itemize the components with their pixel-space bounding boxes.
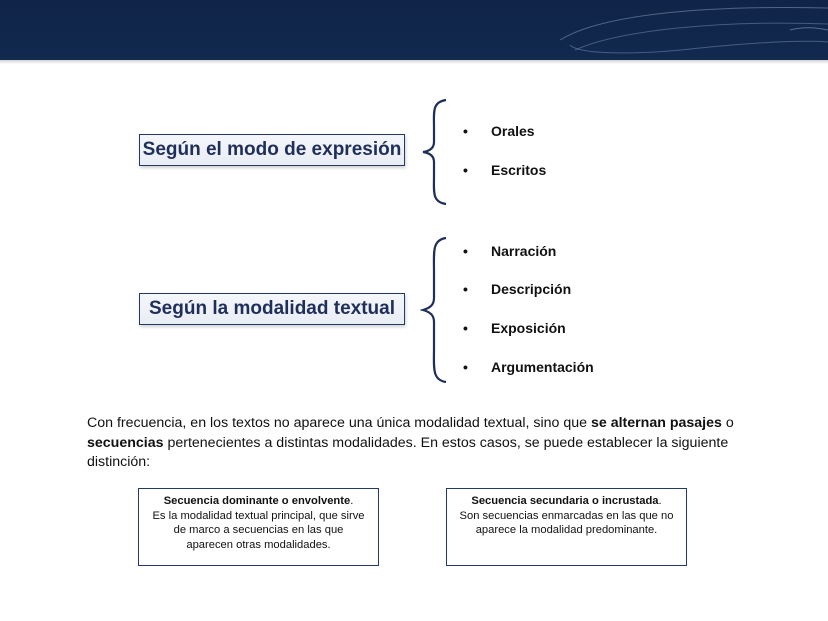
bullet-icon: • (463, 243, 468, 259)
list-item-label: Descripción (491, 281, 572, 297)
list-item (463, 320, 566, 336)
bullet-icon: • (463, 281, 468, 297)
header-swoosh-decoration (0, 0, 828, 60)
sequence-body: Son secuencias enmarcadas en las que no aparece la modalidad predominante. (459, 509, 674, 536)
header-band (0, 0, 828, 60)
list-item-label: Orales (491, 123, 535, 139)
emphasis-text: se alternan pasajes (590, 415, 722, 431)
category-box-modo-expresion (139, 134, 405, 166)
list-item-label: Escritos (491, 162, 547, 178)
emphasis-text: secuencias (87, 434, 164, 451)
bullet-icon: • (463, 162, 468, 178)
sequence-box-dominante: Secuencia dominante o envolvente. Es la modalidad textual principal, que sirve de marco a secuencias en las que aparecen otras modalidades. (138, 488, 379, 566)
list-item-label: Argumentación (491, 359, 594, 375)
list-item (463, 281, 571, 297)
category-box-modalidad-textual (139, 293, 405, 325)
bullet-icon: • (463, 123, 468, 139)
explanation-paragraph: Con frecuencia, en los textos no aparece una única modalidad textual, sino que se alternan pasajes o secuencias pertenecientes a distintas modalidades. En estos casos, se puede establecer la siguiente distinción: (87, 415, 734, 470)
list-item-label: Exposición (491, 320, 566, 336)
list-item (463, 243, 556, 259)
category-title: Según la modalidad textual (149, 298, 395, 319)
category-title: Según el modo de expresión (142, 139, 402, 160)
sequence-title: Secuencia secundaria o incrustada (471, 495, 659, 507)
list-item-label: Narración (491, 243, 557, 259)
sequence-box-secundaria: Secuencia secundaria o incrustada. Son secuencias enmarcadas en las que no aparece la modalidad predominante. (446, 488, 687, 566)
bullet-icon: • (463, 320, 468, 336)
list-item (463, 123, 535, 139)
brace-icon (420, 98, 450, 206)
header-shadow (0, 60, 828, 64)
sequence-body: Es la modalidad textual principal, que sirve de marco a secuencias en las que aparecen otras modalidades. (152, 509, 365, 551)
bullet-icon: • (463, 359, 468, 375)
list-item (463, 162, 546, 178)
list-item (463, 359, 594, 375)
brace-icon (420, 236, 450, 384)
sequence-title: Secuencia dominante o envolvente (163, 495, 351, 507)
